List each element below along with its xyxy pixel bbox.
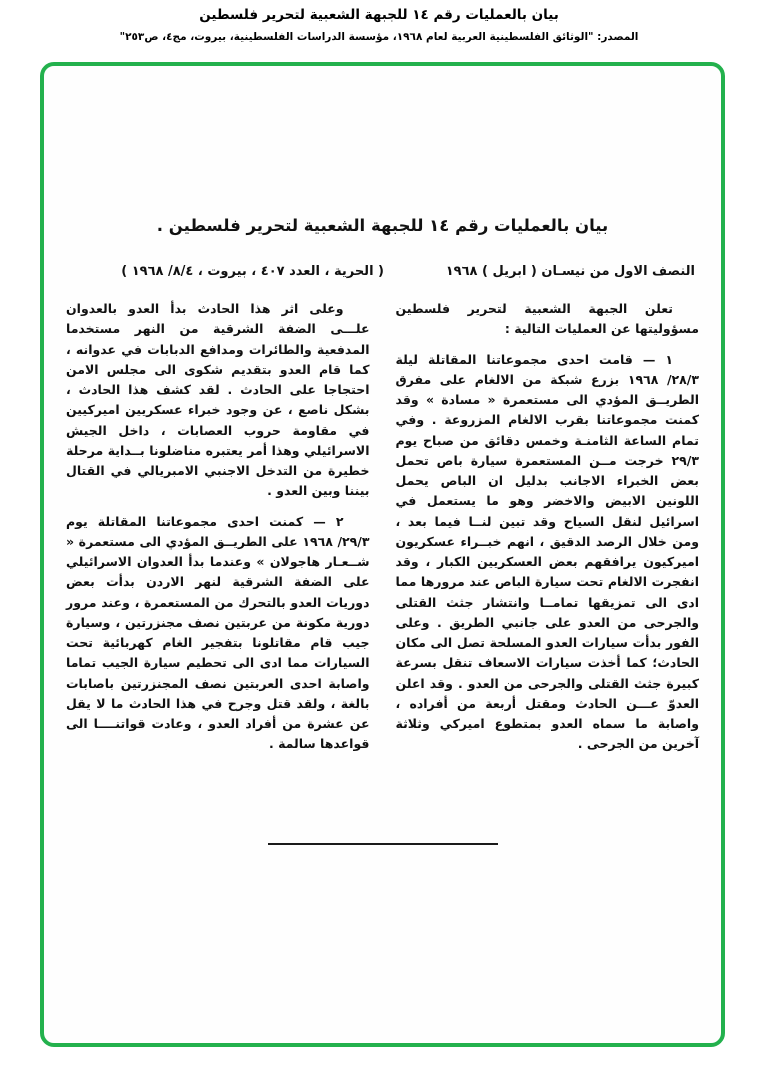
document-body (44, 299, 721, 765)
intro-paragraph: تعلن الجبهة الشعبية لتحرير فلسطين مسؤوليتها عن العمليات التالية : (395, 301, 699, 337)
column-left (66, 299, 370, 765)
scanned-document (44, 216, 721, 845)
page-header (0, 0, 758, 43)
document-citation-row (44, 261, 721, 283)
citation-date: النصف الاول من نيسـان ( ابريل ) ١٩٦٨ (445, 264, 695, 279)
document-title: بيان بالعمليات رقم ١٤ للجبهة الشعبية لتحرير فلسطين . (156, 216, 609, 235)
paragraph-aftermath: وعلى اثر هذا الحادث بدأ العدو بالعدوان علـــى الضفة الشرقية من النهر مستخدما المدفعية والطائرات ومدافع الدبابات في عدوانه ، كما قام العدو بتقديم شكوى الى مجلس الامن احتجاجا على الحادث . لقد كشف هذا الحادث ، بشكل ناصع ، عن وجود خبراء عسكريين اميركيين في مقاومة حروب العصابات ، داخل الجيش الاسرائيلي وهذا أمر يعتبره مناضلونا بــداية مرحلة خطيرة من التدخل الاجنبي الامبريالي في القتال بيننا وبين العدو . (66, 301, 370, 499)
end-divider-line (268, 843, 498, 845)
citation-publication: ( الحرية ، العدد ٤٠٧ ، بيروت ، ٨/٤/ ١٩٦٨ ) (121, 264, 384, 279)
paragraph-operation-2: ٢ — كمنت احدى مجموعاتنا المقاتلة يوم ٢٩/٣/ ١٩٦٨ على الطريــق المؤدي الى مستعمرة « شــعـار هاجولان » وعندما بدأ العدوان الاسرائيلي على الضفة الشرقية لنهر الاردن بدأت بعض دوريات العدو بالتحرك من المستعمرة ، وعند مرور دورية مكونة من عربتين نصف مجنزرتين ، وسيارة جيب قام مقاتلونا بتفجير الغام كهربائية تحت السيارات مما ادى الى تحطيم سيارة الجيب تماما واصابة احدى العربتين نصف المجنزرتين باصابات بالغة ، ولقد قتل وجرح في هذا الحادث ما لا يقل عن عشرة من أفراد العدو ، وعادت قواتنــــا الى قواعدها سالمة . (66, 513, 370, 752)
paragraph-operation-1: ١ — قامت احدى مجموعاتنا المقاتلة ليلة ٢٨/٣/ ١٩٦٨ بزرع شبكة من الالغام على مفرق الطريــق المؤدي الى مستعمرة « مسادة » وقد كمنت مجموعاتنا بقرب الالغام المزروعة . وفي تمام الساعة الثامنـة وخمس دقائق من صباح يوم ٢٩/٣ خرجت مــن المستعمرة سيارة باص تحمل بعض الخبراء الاجانب بدليل ان الباص يحمل اللونين الابيض والاخضر وهو ما يستعمل في اسرائيل لنقل السياح وقد تبين لنــا فيما بعد ، ومن خلال الرصد الدقيق ، انهم خبــراء عسكريون اميركيون يرافقهم بعض العسكريين الكبار ، وقد انفجرت الالغام تحت سيارة الباص عند مرورها مما ادى الى تمزيقها تمامــا وانتشار جثث القتلى والجرحى من العدو على جانبي الطريق . وعلى الفور بدأت سيارات العدو المسلحة تصل الى مكان الحادث؛ كما أخذت سيارات الاسعاف تنقل بسرعة كبيرة جثث القتلى والجرحى من العدو . وقد اعلن العدوّ عـــن الحادث ومقتل أربعة من أفراده ، واصابة ما سماه العدو بمتطوع اميركي وثلاثة آخرين من الجرحى . (395, 351, 699, 752)
column-right (396, 299, 700, 765)
source-citation: المصدر: "الوثائق الفلسطينية العربية لعام ١٩٦٨، مؤسسة الدراسات الفلسطينية، بيروت، مج٤، ص٢٥٣" (119, 31, 639, 43)
scanned-document-frame (40, 62, 725, 1047)
page-title: بيان بالعمليات رقم ١٤ للجبهة الشعبية لتحرير فلسطين (199, 7, 559, 23)
